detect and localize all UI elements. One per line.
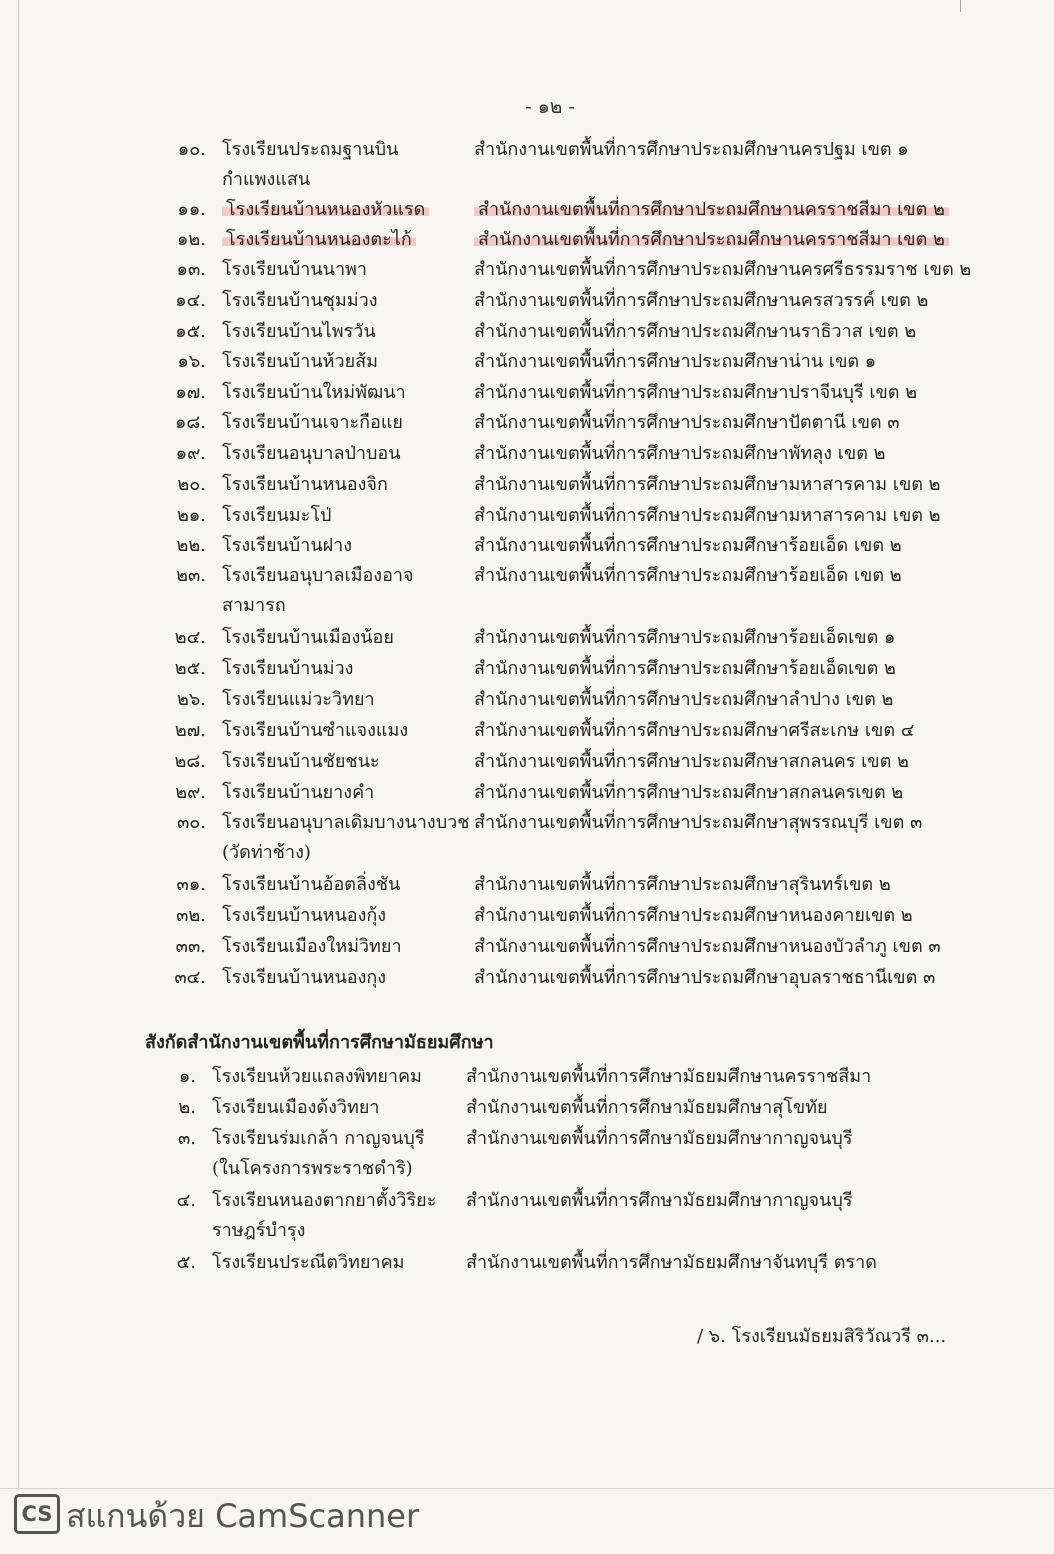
- education-office: สำนักงานเขตพื้นที่การศึกษาประถมศึกษามหาสารคาม เขต ๒: [474, 474, 941, 495]
- school-name: [222, 135, 398, 195]
- education-office: สำนักงานเขตพื้นที่การศึกษามัธยมศึกษานครราชสีมา: [466, 1066, 872, 1087]
- entry-number: ๒๖.: [176, 689, 206, 710]
- entry-number: ๑๖.: [177, 351, 206, 372]
- education-office: สำนักงานเขตพื้นที่การศึกษาประถมศึกษาปัตตานี เขต ๓: [474, 412, 900, 433]
- education-office: สำนักงานเขตพื้นที่การศึกษาประถมศึกษาหนองบัวลำภู เขต ๓: [474, 936, 941, 957]
- school-name-line: โรงเรียนเมืองใหม่วิทยา: [222, 936, 402, 957]
- school-name-line: โรงเรียนประณีตวิทยาคม: [212, 1252, 405, 1273]
- school-name: [222, 778, 374, 808]
- entry-number: ๒๔.: [174, 627, 206, 648]
- entry-number: ๑๐.: [177, 139, 206, 160]
- education-office: สำนักงานเขตพื้นที่การศึกษาประถมศึกษาร้อยเอ็ดเขต ๒: [474, 658, 896, 679]
- school-name: [212, 1248, 404, 1278]
- education-office: สำนักงานเขตพื้นที่การศึกษาประถมศึกษาร้อยเอ็ดเขต ๑: [474, 627, 896, 648]
- school-name-line: สามารถ: [222, 595, 286, 616]
- entry-number: ๒๐.: [177, 474, 206, 495]
- education-office: สำนักงานเขตพื้นที่การศึกษาประถมศึกษาพัทลุง เขต ๒: [474, 443, 886, 464]
- school-name: [222, 255, 367, 285]
- education-office: สำนักงานเขตพื้นที่การศึกษาประถมศึกษาหนองคายเขต ๒: [474, 905, 913, 926]
- school-name-line: โรงเรียนบ้านม่วง: [222, 658, 354, 679]
- school-name: [222, 901, 386, 931]
- education-office: สำนักงานเขตพื้นที่การศึกษาประถมศึกษานราธิวาส เขต ๒: [474, 321, 917, 342]
- school-name-line: ราษฎร์บำรุง: [212, 1220, 306, 1241]
- school-name-line: โรงเรียนหนองตากยาตั้งวิริยะ: [212, 1190, 437, 1211]
- entry-number: ๑๑.: [177, 199, 206, 220]
- entry-number: ๓๐.: [176, 812, 206, 833]
- school-name-line: โรงเรียนบ้านไพรวัน: [222, 321, 376, 342]
- school-name-line: โรงเรียนบ้านหนองตะไก้: [222, 229, 416, 250]
- education-office: สำนักงานเขตพื้นที่การศึกษาประถมศึกษาร้อยเอ็ด เขต ๒: [474, 535, 902, 556]
- entry-number: ๒๕.: [174, 658, 206, 679]
- education-office: สำนักงานเขตพื้นที่การศึกษาประถมศึกษานครศรีธรรมราช เขต ๒: [474, 259, 972, 280]
- school-name-line: โรงเรียนบ้านห้วยส้ม: [222, 351, 379, 372]
- school-name-line: โรงเรียนบ้านยางคำ: [222, 782, 375, 803]
- education-office: สำนักงานเขตพื้นที่การศึกษาประถมศึกษาสุรินทร์เขต ๒: [474, 874, 891, 895]
- school-name-line: โรงเรียนอนุบาลเดิมบางนางบวช: [222, 812, 470, 833]
- scanner-watermark: สแกนด้วย CamScanner: [66, 1497, 420, 1535]
- entry-number: ๑๘.: [174, 412, 206, 433]
- school-name: [222, 870, 400, 900]
- entry-number: ๓.: [177, 1128, 196, 1149]
- education-office: สำนักงานเขตพื้นที่การศึกษามัธยมศึกษากาญจนบุรี: [466, 1128, 853, 1149]
- school-name-line: โรงเรียนเมืองด้งวิทยา: [212, 1097, 380, 1118]
- school-name-line: โรงเรียนบ้านนาพา: [222, 259, 368, 280]
- entry-number: ๒.: [178, 1097, 196, 1118]
- school-name: [222, 225, 416, 255]
- education-office: สำนักงานเขตพื้นที่การศึกษาประถมศึกษาสุพรรณบุรี เขต ๓: [474, 812, 923, 833]
- education-office: [474, 195, 949, 225]
- school-name: [222, 439, 401, 469]
- entry-number: ๒๗.: [174, 720, 206, 741]
- entry-number: ๒๒.: [176, 535, 206, 556]
- school-name-line: โรงเรียนบ้านชุมม่วง: [222, 290, 378, 311]
- school-name-line: โรงเรียนแม่วะวิทยา: [222, 689, 375, 710]
- school-name: [212, 1062, 422, 1092]
- education-office: สำนักงานเขตพื้นที่การศึกษาประถมศึกษาน่าน เขต ๑: [474, 351, 877, 372]
- page-edge: [18, 0, 19, 1490]
- entry-number: ๑๙.: [175, 443, 206, 464]
- school-name: [222, 501, 331, 531]
- school-name: [222, 408, 403, 438]
- entry-number: ๔.: [176, 1190, 196, 1211]
- entry-number: ๓๒.: [176, 905, 206, 926]
- entry-number: ๒๑.: [176, 505, 206, 526]
- education-office: สำนักงานเขตพื้นที่การศึกษาประถมศึกษาปราจีนบุรี เขต ๒: [474, 382, 918, 403]
- school-name-line: กำแพงแสน: [222, 169, 311, 190]
- school-name: [222, 286, 377, 316]
- education-office: สำนักงานเขตพื้นที่การศึกษาประถมศึกษามหาสารคาม เขต ๒: [474, 505, 941, 526]
- school-name-line: โรงเรียนบ้านหนองกุ้ง: [222, 905, 387, 926]
- school-name-line: โรงเรียนอนุบาลเมืองอาจ: [222, 565, 414, 586]
- education-office: สำนักงานเขตพื้นที่การศึกษาประถมศึกษาลำปาง เขต ๒: [474, 689, 894, 710]
- entry-number: ๕.: [176, 1252, 196, 1273]
- entry-number: ๒๘.: [174, 751, 206, 772]
- education-office: สำนักงานเขตพื้นที่การศึกษาประถมศึกษาสกลนคร เขต ๒: [474, 751, 909, 772]
- camscanner-logo-icon: CS: [14, 1494, 60, 1534]
- education-office: สำนักงานเขตพื้นที่การศึกษาประถมศึกษาสกลนครเขต ๒: [474, 782, 904, 803]
- next-page-reference: / ๖. โรงเรียนมัธยมสิริวัณวรี ๓...: [697, 1326, 947, 1347]
- school-name: [222, 932, 402, 962]
- school-name: [222, 561, 414, 621]
- school-name: [222, 963, 386, 993]
- entry-number: ๑.: [178, 1066, 196, 1087]
- school-name-line: โรงเรียนบ้านหนองหัวแรด: [222, 199, 429, 220]
- school-name-line: โรงเรียนมะโป่: [222, 505, 332, 526]
- school-name-line: โรงเรียนบ้านชัยชนะ: [222, 751, 380, 772]
- education-office: สำนักงานเขตพื้นที่การศึกษามัธยมศึกษาจันทบุรี ตราด: [466, 1252, 877, 1273]
- school-name-line: โรงเรียนบ้านหนองจิก: [222, 474, 388, 495]
- school-name-line: (วัดท่าช้าง): [222, 842, 311, 863]
- school-name-line: โรงเรียนบ้านหนองกุง: [222, 967, 387, 988]
- school-name-line: โรงเรียนบ้านเมืองน้อย: [222, 627, 394, 648]
- entry-number: ๒๙.: [175, 782, 206, 803]
- education-office: สำนักงานเขตพื้นที่การศึกษาประถมศึกษาศรีสะเกษ เขต ๔: [474, 720, 915, 741]
- entry-number: ๓๔.: [174, 967, 206, 988]
- school-name: [222, 531, 352, 561]
- education-office: สำนักงานเขตพื้นที่การศึกษามัธยมศึกษากาญจนบุรี: [466, 1190, 853, 1211]
- entry-number: ๑๔.: [175, 290, 206, 311]
- education-office: สำนักงานเขตพื้นที่การศึกษามัธยมศึกษาสุโขทัย: [466, 1097, 828, 1118]
- education-office-text: สำนักงานเขตพื้นที่การศึกษาประถมศึกษานครราชสีมา เขต ๒: [474, 229, 949, 250]
- school-name: [222, 623, 394, 653]
- school-name-line: โรงเรียนบ้านซำแจงแมง: [222, 720, 409, 741]
- entry-number: ๑๕.: [175, 321, 206, 342]
- education-office: สำนักงานเขตพื้นที่การศึกษาประถมศึกษาอุบลราชธานีเขต ๓: [474, 967, 936, 988]
- school-name: [222, 317, 376, 347]
- entry-number: ๑๒.: [176, 229, 206, 250]
- entry-number: ๑๓.: [176, 259, 206, 280]
- school-name: [222, 685, 375, 715]
- school-name: [212, 1186, 436, 1246]
- school-name-line: โรงเรียนบ้านอ้อตลิ่งชัน: [222, 874, 401, 895]
- school-name: [212, 1124, 425, 1184]
- entry-number: ๓๓.: [175, 936, 206, 957]
- school-name-line: โรงเรียนประถมฐานบิน: [222, 139, 399, 160]
- school-name: [222, 808, 469, 868]
- school-name: [222, 378, 406, 408]
- school-name-line: โรงเรียนอนุบาลป่าบอน: [222, 443, 401, 464]
- school-name-line: โรงเรียนร่มเกล้า กาญจนบุรี: [212, 1128, 425, 1149]
- page-edge: [960, 0, 961, 12]
- education-office: [474, 225, 949, 255]
- page-number: - ๑๒ -: [525, 96, 575, 118]
- school-name-line: โรงเรียนบ้านฝาง: [222, 535, 353, 556]
- school-name: [222, 347, 378, 377]
- entry-number: ๓๑.: [176, 874, 206, 895]
- education-office: สำนักงานเขตพื้นที่การศึกษาประถมศึกษาร้อยเอ็ด เขต ๒: [474, 565, 902, 586]
- school-name: [222, 195, 429, 225]
- school-name: [222, 716, 408, 746]
- school-name: [222, 747, 380, 777]
- entry-number: ๒๓.: [176, 565, 206, 586]
- school-name: [222, 470, 388, 500]
- school-name: [222, 654, 353, 684]
- education-office-text: สำนักงานเขตพื้นที่การศึกษาประถมศึกษานครราชสีมา เขต ๒: [474, 199, 949, 220]
- education-office: สำนักงานเขตพื้นที่การศึกษาประถมศึกษานครสวรรค์ เขต ๒: [474, 290, 929, 311]
- school-name-line: โรงเรียนบ้านเจาะกือแย: [222, 412, 403, 433]
- school-name-line: โรงเรียนห้วยแถลงพิทยาคม: [212, 1066, 422, 1087]
- section-heading: สังกัดสำนักงานเขตพื้นที่การศึกษามัธยมศึกษา: [145, 1032, 494, 1053]
- education-office: สำนักงานเขตพื้นที่การศึกษาประถมศึกษานครปฐม เขต ๑: [474, 139, 909, 160]
- school-name-line: โรงเรียนบ้านใหม่พัฒนา: [222, 382, 406, 403]
- entry-number: ๑๗.: [175, 382, 206, 403]
- school-name: [212, 1093, 380, 1123]
- school-name-line: (ในโครงการพระราชดำริ): [212, 1158, 413, 1179]
